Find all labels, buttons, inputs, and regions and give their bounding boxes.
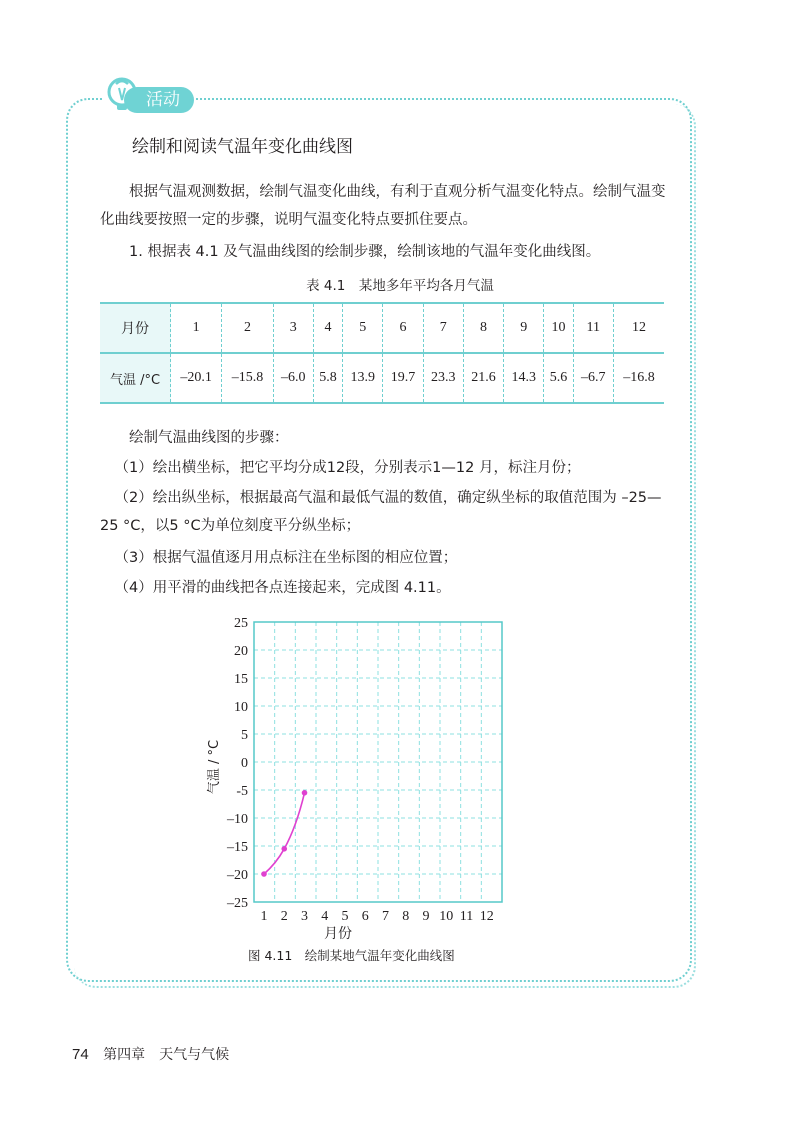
x-tick-label: 9	[422, 909, 430, 924]
y-tick-label: 0	[241, 756, 248, 771]
page-number: 74	[72, 1046, 89, 1063]
x-tick-label: 3	[301, 909, 309, 924]
data-point	[281, 846, 287, 852]
page-footer	[72, 1044, 229, 1064]
temperature-cell: –20.1	[171, 353, 222, 403]
temperature-cell: 5.8	[313, 353, 342, 403]
step-1: （1）绘出横坐标，把它平均分成12段，分别表示1—12 月，标注月份；	[114, 460, 581, 476]
x-axis-label: 月份	[324, 926, 352, 940]
temperature-cell: 13.9	[343, 353, 383, 403]
x-tick-label: 5	[341, 909, 349, 924]
temperature-cell: –6.7	[573, 353, 613, 403]
activity-title: 绘制和阅读气温年变化曲线图	[132, 137, 353, 157]
y-tick-label: 10	[234, 700, 248, 715]
y-tick-label: 25	[234, 616, 248, 631]
y-tick-label: –15	[227, 840, 248, 855]
month-header: 月份	[100, 303, 171, 353]
month-cell: 10	[544, 303, 573, 353]
x-tick-label: 10	[439, 909, 454, 924]
month-cell: 12	[613, 303, 664, 353]
figure-caption: 图 4.11 绘制某地气温年变化曲线图	[248, 948, 455, 963]
x-tick-label: 12	[479, 909, 494, 924]
x-tick-label: 7	[382, 909, 390, 924]
step-4: （4）用平滑的曲线把各点连接起来，完成图 4.11。	[114, 580, 451, 596]
y-tick-label: 20	[234, 644, 248, 659]
temperature-cell: 14.3	[504, 353, 544, 403]
temperature-cell: –15.8	[222, 353, 273, 403]
month-cell: 5	[343, 303, 383, 353]
table-row-months	[100, 303, 664, 353]
chapter-title: 第四章 天气与气候	[103, 1047, 230, 1063]
month-cell: 6	[383, 303, 423, 353]
month-cell: 9	[504, 303, 544, 353]
step-2: （2）绘出纵坐标，根据最高气温和最低气温的数值，确定纵坐标的取值范围为 –25—25 °C，以5 °C为单位刻度平分纵坐标；	[100, 490, 662, 534]
x-tick-label: 8	[402, 909, 410, 924]
series-line	[264, 793, 305, 874]
x-tick-label: 4	[321, 909, 329, 924]
x-tick-label: 2	[280, 909, 288, 924]
temperature-cell: –16.8	[613, 353, 664, 403]
intro-paragraph: 根据气温观测数据，绘制气温变化曲线，有利于直观分析气温变化特点。绘制气温变化曲线要按照一定的步骤，说明气温变化特点要抓住要点。	[100, 184, 666, 228]
activity-label: 活动	[124, 87, 194, 113]
steps-heading: 绘制气温曲线图的步骤：	[129, 430, 289, 446]
month-cell: 4	[313, 303, 342, 353]
table-caption: 表 4.1 某地多年平均各月气温	[306, 278, 494, 294]
y-axis-label: 气温 / °C	[207, 739, 222, 795]
y-tick-label: 5	[241, 728, 248, 743]
y-tick-label: –10	[227, 812, 248, 827]
temperature-cell: 21.6	[463, 353, 503, 403]
temperature-cell: 19.7	[383, 353, 423, 403]
month-cell: 1	[171, 303, 222, 353]
month-cell: 8	[463, 303, 503, 353]
month-cell: 2	[222, 303, 273, 353]
temperature-cell: 5.6	[544, 353, 573, 403]
y-tick-label: –20	[227, 868, 248, 883]
month-cell: 7	[423, 303, 463, 353]
temperature-cell: –6.0	[273, 353, 313, 403]
month-cell: 3	[273, 303, 313, 353]
step-3: （3）根据气温值逐月用点标注在坐标图的相应位置；	[114, 550, 458, 566]
chart-svg	[200, 610, 520, 940]
month-cell: 11	[573, 303, 613, 353]
data-point	[302, 790, 308, 796]
task-1: 1. 根据表 4.1 及气温曲线图的绘制步骤，绘制该地的气温年变化曲线图。	[129, 244, 601, 260]
x-tick-label: 1	[260, 909, 268, 924]
activity-badge	[102, 84, 194, 116]
temperature-header: 气温 /°C	[100, 353, 171, 403]
temperature-table	[100, 302, 664, 404]
table-row-temperatures	[100, 353, 664, 403]
y-tick-label: -5	[236, 784, 248, 799]
temperature-cell: 23.3	[423, 353, 463, 403]
temperature-chart	[200, 610, 520, 944]
y-tick-label: 15	[234, 672, 248, 687]
y-tick-label: –25	[227, 896, 248, 911]
x-tick-label: 6	[361, 909, 369, 924]
data-point	[261, 871, 267, 877]
x-tick-label: 11	[459, 909, 474, 924]
